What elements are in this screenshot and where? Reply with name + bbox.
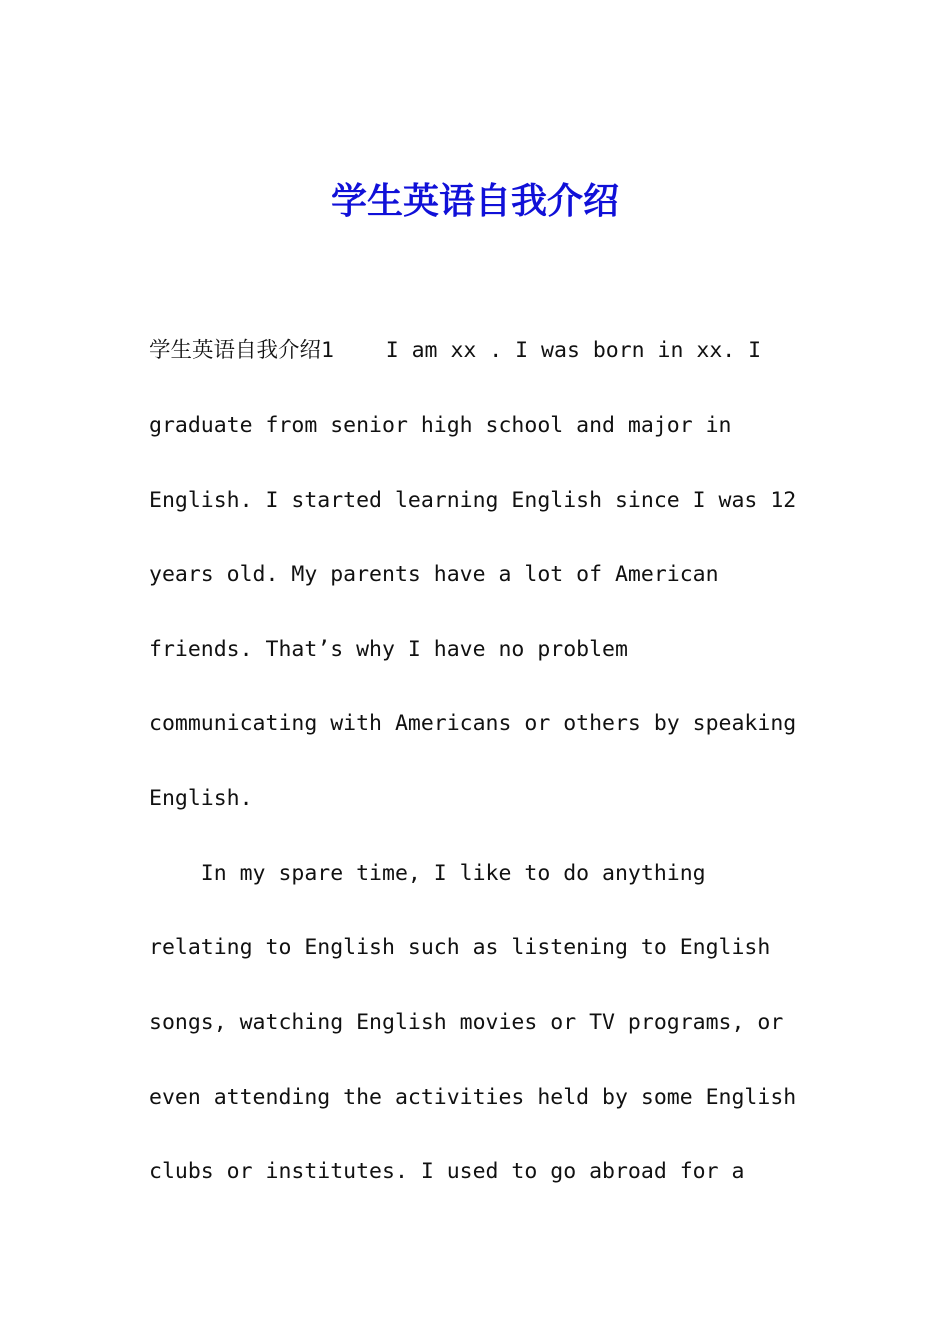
text-line: clubs or institutes. I used to go abroad for a (149, 1159, 745, 1184)
text-line: 学生英语自我介绍1 I am xx . I was born in xx. I (149, 338, 762, 363)
text-line: graduate from senior high school and major in (149, 413, 732, 438)
text-line: In my spare time, I like to do anything (149, 861, 706, 886)
document-title: 学生英语自我介绍 (330, 181, 619, 222)
text-line: relating to English such as listening to English (149, 935, 771, 960)
text-line: even attending the activities held by some English (149, 1085, 797, 1110)
text-line: friends. That’s why I have no problem (149, 637, 628, 662)
text-line: English. I started learning English since I was 12 (149, 488, 797, 513)
text-line: years old. My parents have a lot of American (149, 562, 719, 587)
text-line: communicating with Americans or others by speaking (149, 711, 797, 736)
text-line: English. (149, 786, 253, 811)
text-line: songs, watching English movies or TV programs, or (149, 1010, 784, 1035)
